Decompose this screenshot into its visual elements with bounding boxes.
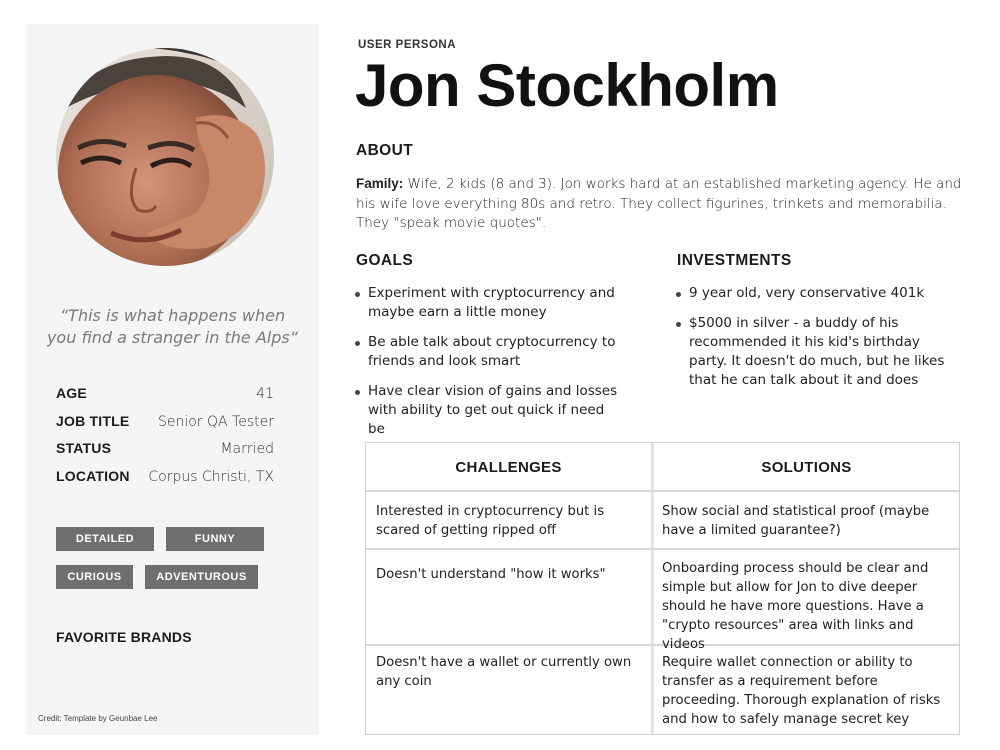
goal-item: Have clear vision of gains and losses with ability to get out quick if need be [355, 382, 625, 439]
investments-list [676, 284, 958, 401]
challenge-cell: Doesn't understand "how it works" [376, 567, 606, 582]
fact-label: LOCATION [56, 467, 130, 484]
favorite-brands-title: FAVORITE BRANDS [56, 629, 192, 645]
investment-item: $5000 in silver - a buddy of his recommended it his kid's birthday party. It doesn't do much, but he likes that he can talk about it and does [676, 314, 958, 390]
fact-label: AGE [56, 385, 87, 401]
fact-row-job-title [56, 413, 274, 441]
persona-facts [56, 385, 274, 495]
persona-name: Jon Stockholm [355, 52, 779, 119]
persona-photo [56, 48, 274, 266]
solution-cell: Require wallet connection or ability to transfer as a requirement before proceeding. Thorough explanation of risks and how to safely manage secret key [662, 655, 941, 727]
about-title: ABOUT [356, 142, 414, 159]
family-label: Family: [356, 176, 404, 191]
persona-label: USER PERSONA [358, 39, 457, 51]
fact-row-age [56, 385, 274, 413]
trait-tag-adventurous: ADVENTUROUS [145, 565, 258, 589]
challenge-cell: Interested in cryptocurrency but is scared of getting ripped off [376, 504, 605, 538]
goals-title: GOALS [356, 252, 414, 269]
table-row-divider [366, 548, 959, 550]
challenges-header: CHALLENGES [455, 458, 562, 476]
template-credit: Credit: Template by Geunbae Lee [38, 714, 158, 723]
investments-title: INVESTMENTS [677, 252, 792, 269]
fact-label: JOB TITLE [56, 412, 130, 429]
about-body: Wife, 2 kids (8 and 3). Jon works hard at an established marketing agency. He and his wife love everything 80s and retro. They collect figurines, trinkets and memorabilia. They "speak movie quotes". [356, 176, 962, 231]
fact-value: Senior QA Tester [157, 413, 274, 430]
fact-row-status [56, 440, 274, 468]
persona-photo-image [56, 48, 274, 266]
solution-cell: Show social and statistical proof (maybe have a limited guarantee?) [662, 504, 930, 538]
solutions-header: SOLUTIONS [761, 458, 852, 476]
fact-row-location [56, 468, 274, 496]
about-text [356, 174, 966, 234]
challenge-cell: Doesn't have a wallet or currently own any coin [376, 655, 632, 689]
fact-value: Corpus Christi, TX [148, 468, 274, 485]
investment-item: 9 year old, very conservative 401k [676, 284, 958, 303]
solution-cell: Onboarding process should be clear and simple but allow for Jon to dive deeper should he have more questions. Have a "crypto resources" area with links and videos [662, 561, 929, 652]
persona-quote: “This is what happens when you find a stranger in the Alps“ [46, 306, 299, 347]
challenges-solutions-table [365, 442, 960, 735]
trait-tag-curious: CURIOUS [56, 565, 133, 589]
fact-value: Married [220, 441, 274, 457]
goals-list [355, 284, 625, 450]
persona-sidebar [26, 24, 319, 735]
trait-tag-detailed: DETAILED [56, 527, 154, 551]
fact-value: 41 [256, 386, 274, 402]
goal-item: Be able talk about cryptocurrency to friends and look smart [355, 333, 625, 371]
goal-item: Experiment with cryptocurrency and maybe earn a little money [355, 284, 625, 322]
fact-label: STATUS [56, 440, 112, 456]
trait-tag-funny: FUNNY [166, 527, 264, 551]
